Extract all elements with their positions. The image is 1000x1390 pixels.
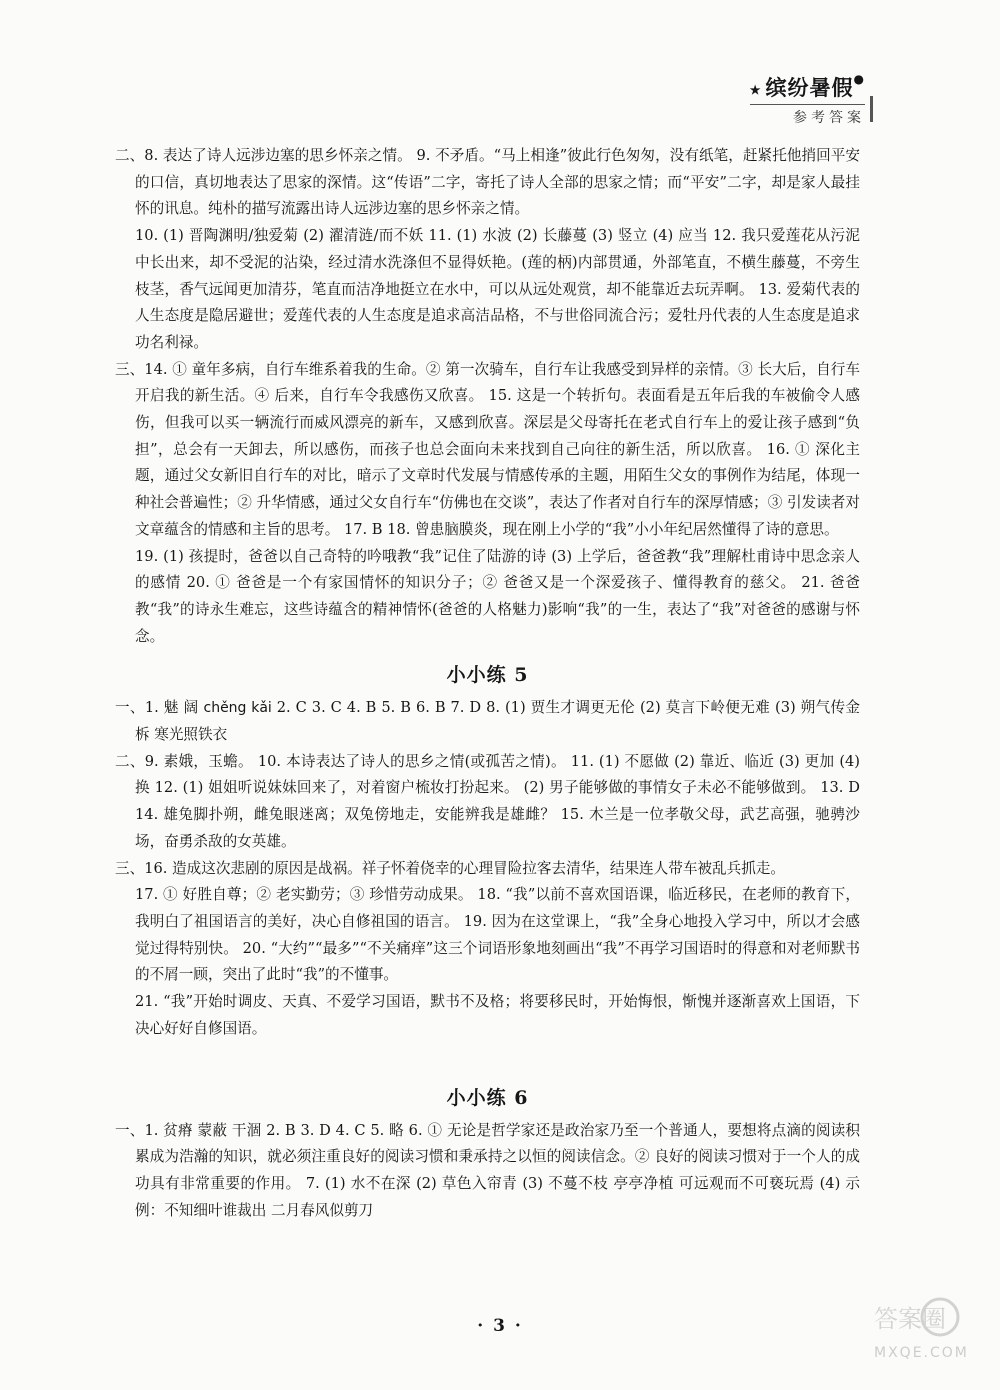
answer-block-4: 19. (1) 孩提时，爸爸以自己奇特的吟哦教“我”记住了陆游的诗 (3) 上学后，爸爸教“我”理解杜甫诗中思念亲人的感情 20. ① 爸爸是一个有家国情怀的知识分子；② 爸爸又是一个深爱孩子、懂得教育的慈父。 21. 爸爸教“我”的诗永生难忘，这些诗蕴含的精神情怀(爸爸的人格魅力)影响“我”的一生，表达了“我”对爸爸的感谢与怀念。: [135, 547, 860, 645]
page-header: [750, 72, 865, 127]
answer-block-2: 10. (1) 晋陶渊明/独爱菊 (2) 濯清涟/而不妖 11. (1) 水波 (2) 长藤蔓 (3) 竖立 (4) 应当 12. 我只爱莲花从污泥中长出来，却不受泥的沾染，经过清水洗涤但不显得妖艳。(莲的柄)内部贯通，外部笔直，不横生藤蔓，不旁生枝茎，香气远闻更加清芬，笔直而洁净地挺立在水中，可以从远处观赏，却不能靠近去玩弄啊。 13. 爱菊代表的人生态度是隐居避世；爱莲代表的人生态度是追求高洁品格，不与世俗同流合污；爱牡丹代表的人生态度是追求功名利禄。: [135, 227, 860, 351]
answer-block-9: 21. “我”开始时调皮、天真、不爱学习国语，默书不及格；将要移民时，开始悔恨，惭愧并逐渐喜欢上国语，下决心好好自修国语。: [135, 993, 860, 1037]
answer-block-10: 一、1. 贫瘠 蒙蔽 干涸 2. B 3. D 4. C 5. 略 6. ① 无论是哲学家还是政治家乃至一个普通人，要想将点滴的阅读积累成为浩瀚的知识，就必须注重良好的阅读习惯和秉承持之以恒的阅读信念。② 良好的阅读习惯对于一个人的成功具有非常重要的作用。 7. (1) 水不在深 (2) 草色入帘青 (3) 不蔓不枝 亭亭净植 可远观而不可亵玩焉 (4) 示例：不知细叶谁裁出 二月春风似剪刀: [115, 1121, 860, 1219]
header-divider: [870, 96, 873, 122]
answer-block-1: 二、8. 表达了诗人远涉边塞的思乡怀亲之情。 9. 不矛盾。“马上相逢”彼此行色匆匆，没有纸笔，赶紧托他捎回平安的口信，真切地表达了思家的深情。这“传语”二字，寄托了诗人全部的思家之情；而“平安”二字，却是家人最挂怀的讯息。纯朴的描写流露出诗人远涉边塞的思乡怀亲之情。: [115, 147, 860, 218]
dot-icon: ●: [853, 72, 865, 86]
answer-content: [115, 143, 860, 1224]
watermark-text: MXQE.COM: [874, 1345, 969, 1361]
answer-block-5: [115, 695, 860, 748]
header-subtitle: 参考答案: [750, 104, 865, 127]
answer-block-5-rest: 2. C 3. C 4. B 5. B 6. B 7. D 8. (1) 贾生才调更无伦 (2) 莫言下岭便无难 (3) 朔气传金柝 寒光照铁衣: [135, 699, 860, 744]
answer-block-3: 三、14. ① 童年多病，自行车维系着我的生命。② 第一次骑车，自行车让我感受到异样的亲情。③ 长大后，自行车开启我的新生活。④ 后来，自行车令我感伤又欣喜。 15. 这是一个转折句。表面看是五年后我的车被偷令人感伤，但我可以买一辆流行而威风漂亮的新车，又感到欣喜。深层是父母寄托在老式自行车上的爱让孩子感到“负担”，总会有一天卸去，所以感伤，而孩子也总会面向未来找到自己向往的新生活，所以欣喜。 16. ① 深化主题，通过父女新旧自行车的对比，暗示了文章时代发展与情感传承的主题，用陌生父女的事例作为结尾，体现一种社会普遍性；② 升华情感，通过父女自行车“仿佛也在交谈”，表达了作者对自行车的深厚情感；③ 引发读者对文章蕴含的情感和主旨的思考。 17. B 18. 曾患脑膜炎，现在刚上小学的“我”小小年纪居然懂得了诗的意思。: [115, 360, 860, 538]
page-number: · 3 ·: [477, 1316, 523, 1336]
answer-block-7: 三、16. 造成这次悲剧的原因是战祸。祥子怀着侥幸的心理冒险拉客去清华，结果连人带车被乱兵抓走。: [115, 859, 785, 877]
header-title: ★ 缤纷暑假●: [749, 72, 865, 100]
answer-block-5-start: 一、1. 魅 阔: [115, 699, 199, 717]
watermark-logo-text: 答案圈: [874, 1305, 946, 1333]
pinyin-text: chěng kǎi: [203, 700, 272, 717]
star-icon: ★: [749, 82, 762, 97]
section-title-6: 小小练 6: [446, 1086, 529, 1109]
answer-block-6: 二、9. 素娥，玉蟾。 10. 本诗表达了诗人的思乡之情(或孤苦之情)。 11. (1) 不愿做 (2) 靠近、临近 (3) 更加 (4) 换 12. (1) 姐姐听说妹妹回来了，对着窗户梳妆打扮起来。 (2) 男子能够做的事情女子未必不能够做到。 13. D 14. 雄兔脚扑朔，雌兔眼迷离；双兔傍地走，安能辨我是雄雌？ 15. 木兰是一位孝敬父母，武艺高强，驰骋沙场，奋勇杀敌的女英雄。: [115, 752, 860, 850]
section-title-5: 小小练 5: [446, 664, 529, 687]
watermark-logo: [870, 1295, 970, 1365]
answer-block-8: 17. ① 好胜自尊；② 老实勤劳；③ 珍惜劳动成果。 18. “我”以前不喜欢国语课，临近移民，在老师的教育下，我明白了祖国语言的美好，决心自修祖国的语言。 19. 因为在这堂课上，“我”全身心地投入学习中，所以才会感觉过得特别快。 20. “大约”“最多”“不关痛痒”这三个词语形象地刻画出“我”不再学习国语时的得意和对老师默书的不屑一顾，突出了此时“我”的不懂事。: [135, 886, 860, 984]
